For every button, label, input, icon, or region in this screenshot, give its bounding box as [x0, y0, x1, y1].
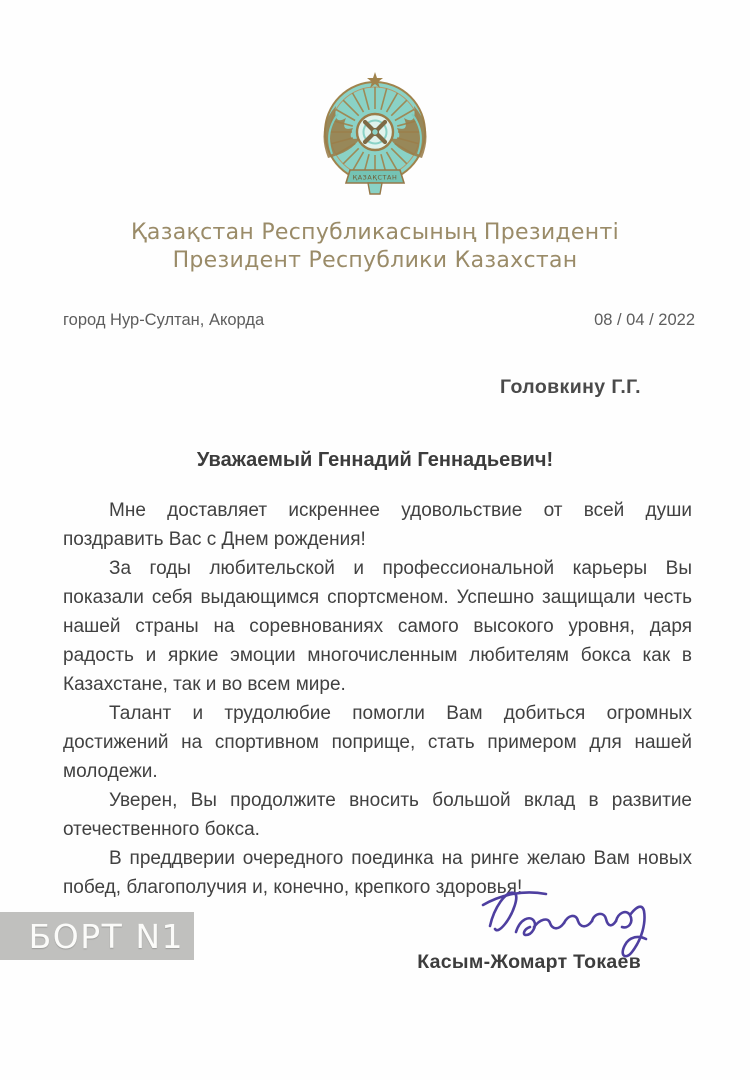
- paragraph-greeting: Мне доставляет искреннее удовольствие от всей души поздравить Вас с Днем рождения!: [63, 500, 692, 550]
- letter-date: 08 / 04 / 2022: [594, 311, 695, 329]
- salutation: Уважаемый Геннадий Геннадьевич!: [196, 449, 554, 471]
- kazakhstan-coat-of-arms-icon: [314, 70, 436, 203]
- signatory-name: Касым-Жомарт Токаев: [417, 951, 641, 973]
- emblem-banner-text: ҚАЗАҚСТАН: [352, 173, 398, 182]
- paragraph-confidence: Уверен, Вы продолжите вносить большой вклад в развитие отечественного бокса.: [63, 790, 692, 840]
- letter-body: [63, 496, 692, 902]
- meta-row: [63, 311, 695, 330]
- paragraph-talent: Талант и трудолюбие помогли Вам добиться огромных достижений на спортивном поприще, стать примером для нашей молодежи.: [63, 703, 692, 782]
- paragraph-wishes: В преддверии очередного поединка на ринге желаю Вам новых побед, благополучия и, конечно, крепкого здоровья!: [63, 848, 692, 898]
- letterhead-title: [0, 219, 750, 275]
- letter-place: город Нур-Султан, Акорда: [63, 311, 265, 329]
- letterhead-title-russian: Президент Республики Казахстан: [172, 248, 578, 273]
- paragraph-career: За годы любительской и профессиональной карьеры Вы показали себя выдающимся спортсменом. Успешно защищали честь нашей страны на соревнованиях самого высокого уровня, даря радость и яркие эмоции многочисленным любителям бокса как в Казахстане, так и во всем мире.: [63, 558, 692, 695]
- addressee: Головкину Г.Г.: [500, 376, 641, 398]
- letterhead-title-kazakh: Қазақстан Республикасының Президенті: [131, 220, 619, 245]
- watermark-band: [0, 912, 194, 960]
- watermark-text: БОРТ N1: [28, 916, 184, 956]
